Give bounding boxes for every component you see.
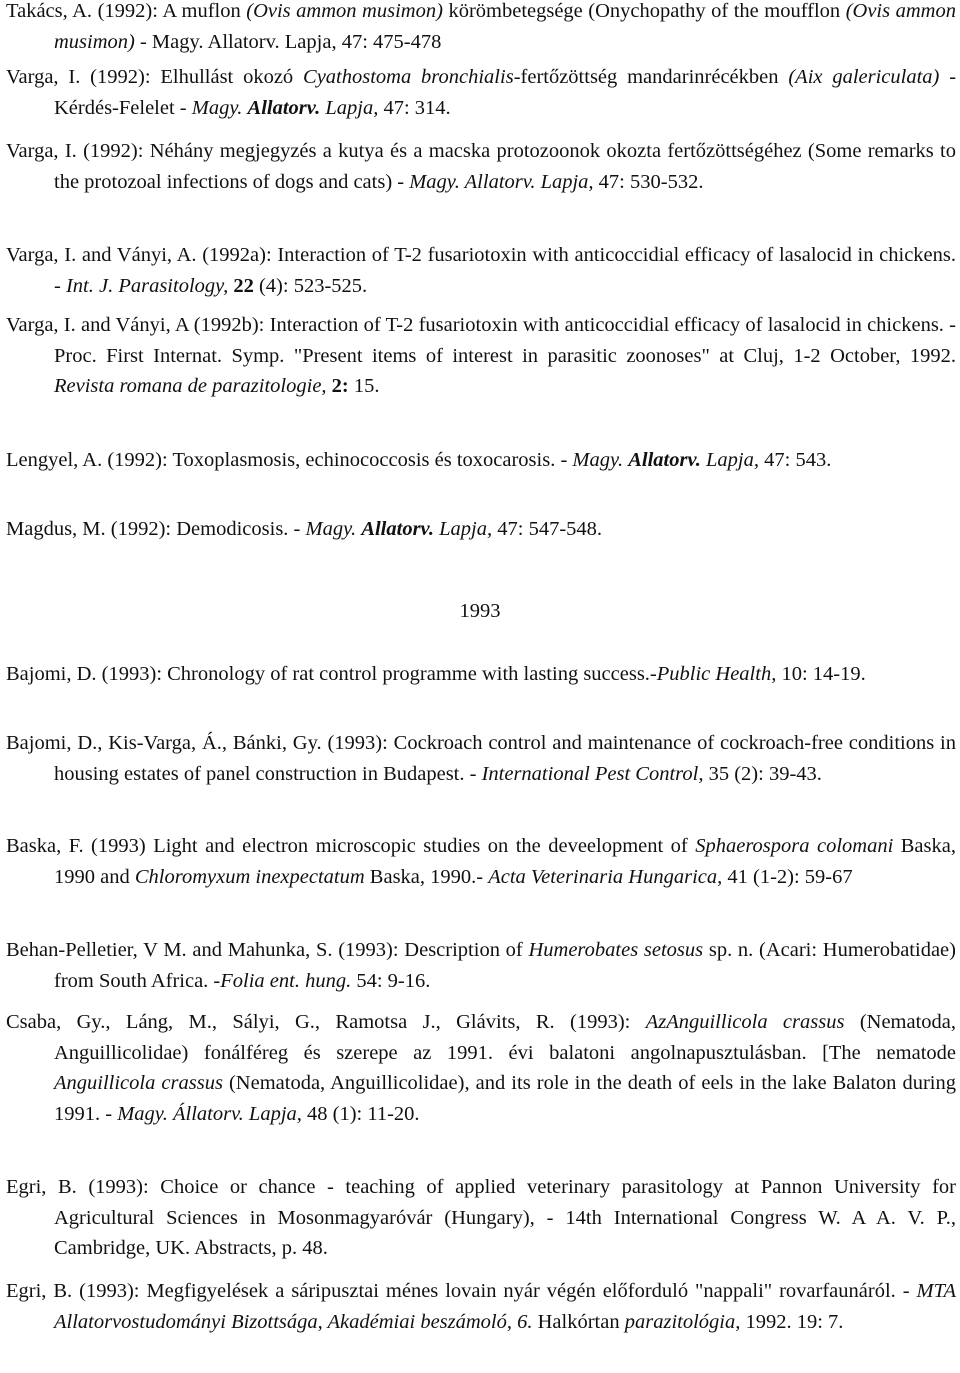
reference-text-segment: Varga, I. and Ványi, A (1992b): Interaction of T-2 fusariotoxin with anticoccidial efficacy of lasalocid in chickens. - Proc. First Internat. Symp. "Present items of interest in parasitic zoonoses" at Cluj, 1-2 October, 1992.: [6, 314, 956, 367]
reference-text-segment: Lapja,: [434, 518, 493, 540]
reference-text-segment: 47: 530-532.: [593, 170, 704, 193]
reference-text-segment: 47: 543.: [759, 449, 832, 471]
reference-text-segment: 22: [233, 274, 254, 297]
reference-text-segment: (Ovis ammon musimon): [54, 0, 956, 53]
reference-text-segment: 1992. 19: 7.: [740, 1310, 844, 1333]
reference-text-segment: Csaba, Gy., Láng, M., Sályi, G., Ramotsa J., Glávits, R. (1993):: [6, 1011, 646, 1033]
reference-text-segment: -fertőzöttség mandarinrécékben: [513, 66, 789, 88]
reference-text-segment: Humerobates setosus: [528, 939, 704, 961]
reference-text-segment: Lengyel, A. (1992): Toxoplasmosis, echinococcosis és toxocarosis. -: [6, 449, 573, 471]
reference-text-segment: 48 (1): 11-20.: [301, 1102, 420, 1125]
reference-entry: [6, 310, 956, 402]
reference-text-segment: Egri, B. (1993): Megfigyelések a sáripusztai ménes lovain nyár végén előforduló "nappali" rovarfaunáról. -: [6, 1280, 917, 1302]
reference-text-segment: (Nematoda, Anguillicolidae) fonálféreg és szerepe az 1991. évi balatoni angolnapusztulásban. [The nematode: [54, 1011, 957, 1064]
reference-text-segment: Allatorv.: [247, 96, 321, 119]
reference-text-segment: Magy.: [191, 96, 248, 119]
reference-text-segment: - Magy. Allatorv. Lapja, 47: 475-478: [134, 30, 442, 53]
reference-text-segment: 47: 547-548.: [492, 518, 603, 540]
reference-text-segment: Magy.: [305, 518, 362, 540]
reference-text-segment: Egri, B. (1993): Choice or chance - teaching of applied veterinary parasitology at Pannon University for Agricultural Sciences in Mosonmagyaróvár (Hungary), - 14th International Congress W. A A. V. P., Cambridge, UK. Abstracts, p. 48.: [6, 1176, 956, 1259]
reference-text-segment: Varga, I. and Ványi, A. (1992a): Interaction of T-2 fusariotoxin with anticoccidial efficacy of lasalocid in chickens. -: [6, 244, 956, 297]
reference-entry: [6, 240, 956, 301]
reference-text-segment: MTA Allatorvostudományi Bizottsága, Akadémiai beszámoló, 6.: [54, 1280, 956, 1333]
reference-text-segment: Varga, I. (1992): Elhullást okozó: [6, 66, 304, 88]
reference-text-segment: (Ovis ammon musimon): [246, 0, 443, 22]
reference-text-segment: Lapja,: [320, 96, 379, 119]
reference-text-segment: Allatorv.: [628, 449, 701, 471]
reference-entry: [6, 1007, 956, 1129]
reference-text-segment: - Kérdés-Felelet -: [54, 66, 957, 119]
reference-text-segment: 35 (2): 39-43.: [703, 762, 822, 785]
reference-text-segment: (Aix galericulata): [788, 66, 940, 88]
reference-text-segment: Lapja,: [700, 449, 760, 471]
reference-text-segment: 2:: [331, 375, 349, 397]
reference-entry: [6, 935, 956, 996]
reference-entry: [6, 0, 956, 57]
reference-text-segment: 10: 14-19.: [776, 663, 866, 685]
reference-text-segment: Bajomi, D. (1993): Chronology of rat control programme with lasting success.-: [6, 663, 657, 685]
reference-text-segment: Bajomi, D., Kis-Varga, Á., Bánki, Gy. (1993): Cockroach control and maintenance of cockroach-free conditions in housing estates of panel construction in Budapest. -: [6, 732, 956, 785]
year-heading: 1993: [459, 600, 501, 622]
reference-text-segment: parazitológia,: [624, 1310, 741, 1333]
reference-text-segment: Anguillicola crassus: [54, 1072, 223, 1094]
reference-text-segment: Revista romana de parazitologie,: [54, 375, 327, 397]
reference-text-segment: sp. n. (Acari: Humerobatidae) from South Africa. -: [54, 939, 956, 992]
reference-text-segment: Halkórtan: [532, 1310, 625, 1333]
reference-text-segment: 54: 9-16.: [351, 969, 431, 992]
reference-entry: [6, 1276, 956, 1337]
reference-text-segment: Cyathostoma bronchialis: [303, 66, 514, 88]
reference-text-segment: Allatorv.: [361, 518, 435, 540]
reference-text-segment: Int. J. Parasitology,: [65, 274, 229, 297]
reference-text-segment: Varga, I. (1992): Néhány megjegyzés a kutya és a macska protozoonok okozta fertőzöttségéhez (Some remarks to the protozoal infections of dogs and cats) -: [6, 140, 956, 193]
reference-text-segment: Behan-Pelletier, V M. and Mahunka, S. (1993): Description of: [6, 939, 529, 961]
reference-text-segment: körömbetegsége (Onychopathy of the moufflon: [442, 0, 846, 22]
reference-text-segment: Chloromyxum inexpectatum: [134, 865, 365, 888]
reference-entry: [6, 728, 956, 789]
reference-entry: [6, 445, 956, 476]
reference-entry: [6, 831, 956, 892]
reference-entry: [6, 62, 956, 123]
reference-text-segment: AzAnguillicola crassus: [645, 1011, 845, 1033]
reference-text-segment: Baska, 1990.-: [364, 865, 489, 888]
reference-text-segment: 47: 314.: [378, 96, 451, 119]
reference-text-segment: 15.: [348, 375, 380, 397]
reference-text-segment: Magy.: [572, 449, 629, 471]
reference-text-segment: Public Health,: [656, 663, 777, 685]
reference-text-segment: International Pest Control,: [481, 762, 704, 785]
reference-text-segment: Folia ent. hung.: [220, 969, 352, 992]
reference-text-segment: Baska, F. (1993) Light and electron microscopic studies on the deveelopment of: [6, 835, 696, 857]
reference-entry: [6, 136, 956, 197]
reference-text-segment: Takács, A. (1992): A muflon: [6, 0, 247, 22]
reference-text-segment: (Nematoda, Anguillicolidae), and its role in the death of eels in the lake Balaton during 1991. -: [54, 1072, 956, 1125]
reference-text-segment: Magdus, M. (1992): Demodicosis. -: [6, 518, 306, 540]
reference-text-segment: Sphaerospora colomani: [695, 835, 894, 857]
reference-text-segment: (4): 523-525.: [253, 274, 368, 297]
reference-text-segment: 41 (1-2): 59-67: [722, 865, 853, 888]
reference-entry: [6, 514, 956, 545]
reference-text-segment: Acta Veterinaria Hungarica,: [488, 865, 723, 888]
reference-entry: [6, 659, 956, 690]
reference-text-segment: Magy. Allatorv. Lapja,: [409, 170, 594, 193]
reference-text-segment: Magy. Állatorv. Lapja,: [117, 1102, 302, 1125]
reference-entry: [6, 1172, 956, 1264]
reference-text-segment: Baska, 1990 and: [54, 835, 956, 888]
